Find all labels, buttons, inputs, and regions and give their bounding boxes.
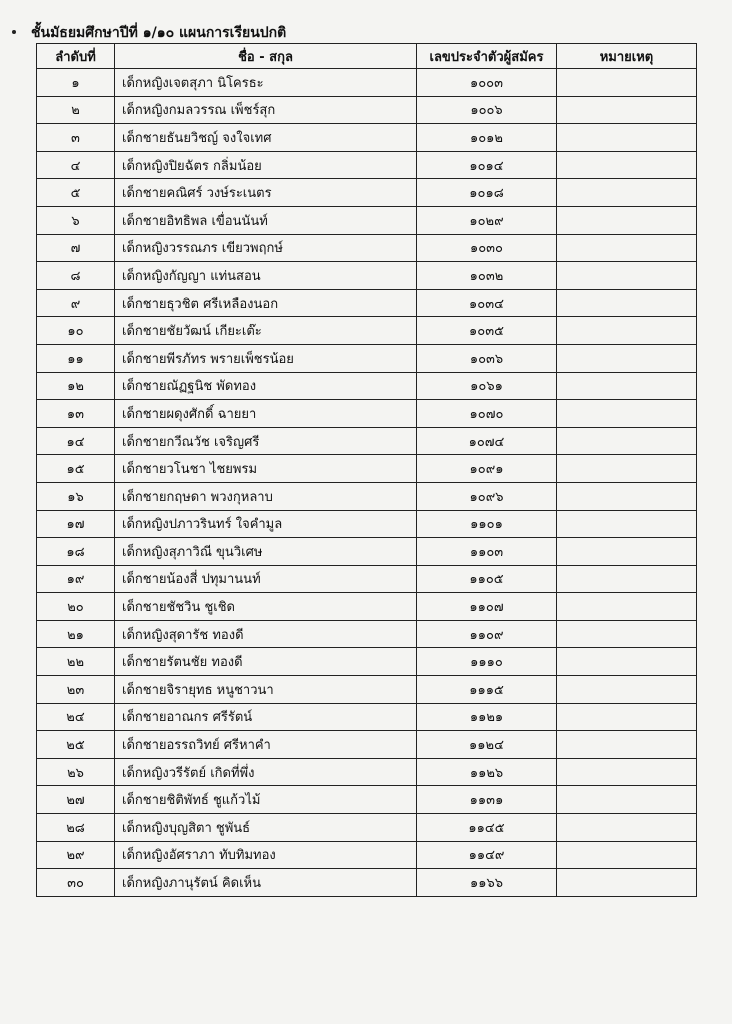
table-row (37, 703, 697, 731)
cell-applicant-id: ๑๐๓๕ (417, 317, 557, 345)
cell-remark (557, 124, 697, 152)
cell-order: ๒๑ (37, 620, 115, 648)
header-name: ชื่อ - สกุล (115, 44, 417, 69)
cell-remark (557, 262, 697, 290)
cell-order: ๑๙ (37, 565, 115, 593)
cell-remark (557, 703, 697, 731)
table-row (37, 317, 697, 345)
cell-remark (557, 869, 697, 897)
cell-order: ๖ (37, 206, 115, 234)
cell-order: ๑๔ (37, 427, 115, 455)
cell-remark (557, 69, 697, 97)
table-row (37, 648, 697, 676)
cell-order: ๑๐ (37, 317, 115, 345)
table-row (37, 289, 697, 317)
cell-remark (557, 234, 697, 262)
table-row (37, 344, 697, 372)
table-row (37, 758, 697, 786)
table-row (37, 482, 697, 510)
table-row (37, 869, 697, 897)
cell-remark (557, 510, 697, 538)
cell-name: เด็กชายอิทธิพล เขื่อนนันท์ (115, 206, 417, 234)
cell-remark (557, 96, 697, 124)
cell-order: ๒๐ (37, 593, 115, 621)
cell-name: เด็กหญิงสุภาวิณี ขุนวิเศษ (115, 538, 417, 566)
table-row (37, 593, 697, 621)
cell-order: ๒๘ (37, 814, 115, 842)
cell-order: ๑๑ (37, 344, 115, 372)
header-remark: หมายเหตุ (557, 44, 697, 69)
cell-order: ๑ (37, 69, 115, 97)
cell-name: เด็กชายกฤษดา พวงกุหลาบ (115, 482, 417, 510)
cell-name: เด็กหญิงปภาวรินทร์ ใจคำมูล (115, 510, 417, 538)
table-row (37, 786, 697, 814)
cell-order: ๒๖ (37, 758, 115, 786)
cell-applicant-id: ๑๐๒๙ (417, 206, 557, 234)
cell-remark (557, 538, 697, 566)
cell-remark (557, 427, 697, 455)
table-header-row (37, 44, 697, 69)
cell-order: ๑๖ (37, 482, 115, 510)
cell-remark (557, 620, 697, 648)
page-heading: ชั้นมัธยมศึกษาปีที่ ๑/๑๐ แผนการเรียนปกติ (31, 25, 287, 41)
cell-order: ๒๒ (37, 648, 115, 676)
cell-applicant-id: ๑๑๓๑ (417, 786, 557, 814)
cell-remark (557, 786, 697, 814)
cell-applicant-id: ๑๐๑๒ (417, 124, 557, 152)
cell-applicant-id: ๑๐๑๔ (417, 151, 557, 179)
cell-applicant-id: ๑๑๐๗ (417, 593, 557, 621)
cell-remark (557, 400, 697, 428)
cell-remark (557, 841, 697, 869)
cell-remark (557, 455, 697, 483)
table-row (37, 731, 697, 759)
cell-applicant-id: ๑๑๐๕ (417, 565, 557, 593)
cell-name: เด็กชายพีรภัทร พรายเพ็ชรน้อย (115, 344, 417, 372)
cell-remark (557, 179, 697, 207)
cell-order: ๓ (37, 124, 115, 152)
cell-applicant-id: ๑๑๑๕ (417, 676, 557, 704)
table-row (37, 179, 697, 207)
table-row (37, 234, 697, 262)
cell-applicant-id: ๑๑๔๕ (417, 814, 557, 842)
cell-order: ๑๒ (37, 372, 115, 400)
cell-order: ๕ (37, 179, 115, 207)
cell-remark (557, 758, 697, 786)
cell-name: เด็กชายวโนชา ไชยพรม (115, 455, 417, 483)
cell-name: เด็กชายจิรายุทธ หนูชาวนา (115, 676, 417, 704)
cell-order: ๑๓ (37, 400, 115, 428)
cell-remark (557, 344, 697, 372)
cell-order: ๒๓ (37, 676, 115, 704)
cell-name: เด็กชายธุวชิต ศรีเหลืองนอก (115, 289, 417, 317)
cell-applicant-id: ๑๐๓๖ (417, 344, 557, 372)
cell-remark (557, 814, 697, 842)
cell-order: ๒๔ (37, 703, 115, 731)
table-row (37, 510, 697, 538)
cell-remark (557, 317, 697, 345)
cell-name: เด็กชายคณิศร์ วงษ์ระเนตร (115, 179, 417, 207)
cell-name: เด็กหญิงเจตสุภา นิโครธะ (115, 69, 417, 97)
cell-name: เด็กชายกวีณวัช เจริญศรี (115, 427, 417, 455)
cell-applicant-id: ๑๐๙๑ (417, 455, 557, 483)
cell-remark (557, 151, 697, 179)
cell-applicant-id: ๑๑๒๖ (417, 758, 557, 786)
cell-name: เด็กชายผดุงศักดิ์ ฉายยา (115, 400, 417, 428)
cell-applicant-id: ๑๐๙๖ (417, 482, 557, 510)
header-order: ลำดับที่ (37, 44, 115, 69)
cell-order: ๘ (37, 262, 115, 290)
table-row (37, 676, 697, 704)
table-row (37, 262, 697, 290)
cell-name: เด็กหญิงกมลวรรณ เพ็ชร์สุก (115, 96, 417, 124)
table-row (37, 206, 697, 234)
bullet-dot (12, 30, 16, 34)
cell-name: เด็กชายชิติพัทธ์ ชูแก้วไม้ (115, 786, 417, 814)
cell-applicant-id: ๑๐๓๔ (417, 289, 557, 317)
cell-applicant-id: ๑๑๐๑ (417, 510, 557, 538)
cell-applicant-id: ๑๐๐๓ (417, 69, 557, 97)
cell-applicant-id: ๑๐๓๐ (417, 234, 557, 262)
table-row (37, 124, 697, 152)
table-row (37, 372, 697, 400)
cell-applicant-id: ๑๑๖๖ (417, 869, 557, 897)
cell-applicant-id: ๑๑๒๔ (417, 731, 557, 759)
cell-remark (557, 648, 697, 676)
cell-name: เด็กชายธันยวิชญ์ จงใจเทศ (115, 124, 417, 152)
cell-name: เด็กชายอรรถวิทย์ ศรีหาคำ (115, 731, 417, 759)
cell-applicant-id: ๑๑๒๑ (417, 703, 557, 731)
cell-order: ๒๗ (37, 786, 115, 814)
cell-remark (557, 372, 697, 400)
cell-applicant-id: ๑๑๔๙ (417, 841, 557, 869)
table-row (37, 96, 697, 124)
cell-applicant-id: ๑๐๗๔ (417, 427, 557, 455)
cell-name: เด็กหญิงสุดารัช ทองดี (115, 620, 417, 648)
student-list-table (36, 43, 697, 897)
table-row (37, 620, 697, 648)
cell-name: เด็กชายชัยวัฒน์ เกียะเต๊ะ (115, 317, 417, 345)
cell-order: ๒ (37, 96, 115, 124)
cell-applicant-id: ๑๑๐๓ (417, 538, 557, 566)
cell-remark (557, 731, 697, 759)
cell-order: ๗ (37, 234, 115, 262)
cell-order: ๒๙ (37, 841, 115, 869)
cell-name: เด็กชายน้องสี่ ปทุมานนท์ (115, 565, 417, 593)
cell-applicant-id: ๑๐๐๖ (417, 96, 557, 124)
cell-name: เด็กหญิงวรรณภร เขียวพฤกษ์ (115, 234, 417, 262)
cell-applicant-id: ๑๐๖๑ (417, 372, 557, 400)
cell-remark (557, 565, 697, 593)
cell-name: เด็กหญิงปิยฉัตร กลิ่มน้อย (115, 151, 417, 179)
cell-name: เด็กหญิงอัศราภา ทับทิมทอง (115, 841, 417, 869)
cell-name: เด็กหญิงภานุรัตน์ คิดเห็น (115, 869, 417, 897)
cell-order: ๔ (37, 151, 115, 179)
cell-applicant-id: ๑๐๗๐ (417, 400, 557, 428)
table-row (37, 69, 697, 97)
cell-remark (557, 482, 697, 510)
cell-order: ๙ (37, 289, 115, 317)
cell-order: ๓๐ (37, 869, 115, 897)
cell-name: เด็กชายณัฏฐนิช พัดทอง (115, 372, 417, 400)
cell-remark (557, 593, 697, 621)
table-row (37, 151, 697, 179)
cell-order: ๒๕ (37, 731, 115, 759)
cell-remark (557, 676, 697, 704)
cell-order: ๑๗ (37, 510, 115, 538)
cell-name: เด็กหญิงวรีรัตย์ เกิดที่พึ่ง (115, 758, 417, 786)
table-row (37, 565, 697, 593)
table-row (37, 427, 697, 455)
table-row (37, 538, 697, 566)
header-applicant-id: เลขประจำตัวผู้สมัคร (417, 44, 557, 69)
table-row (37, 841, 697, 869)
table-row (37, 400, 697, 428)
cell-applicant-id: ๑๑๑๐ (417, 648, 557, 676)
cell-name: เด็กชายอาณกร ศรีรัตน์ (115, 703, 417, 731)
cell-name: เด็กชายรัตนชัย ทองดี (115, 648, 417, 676)
cell-name: เด็กชายชัชวิน ชูเชิด (115, 593, 417, 621)
table-row (37, 455, 697, 483)
cell-remark (557, 206, 697, 234)
cell-applicant-id: ๑๐๑๘ (417, 179, 557, 207)
cell-order: ๑๕ (37, 455, 115, 483)
cell-order: ๑๘ (37, 538, 115, 566)
cell-name: เด็กหญิงบุญสิตา ชูพันธ์ (115, 814, 417, 842)
cell-remark (557, 289, 697, 317)
cell-applicant-id: ๑๑๐๙ (417, 620, 557, 648)
cell-applicant-id: ๑๐๓๒ (417, 262, 557, 290)
table-row (37, 814, 697, 842)
cell-name: เด็กหญิงกัญญา แท่นสอน (115, 262, 417, 290)
